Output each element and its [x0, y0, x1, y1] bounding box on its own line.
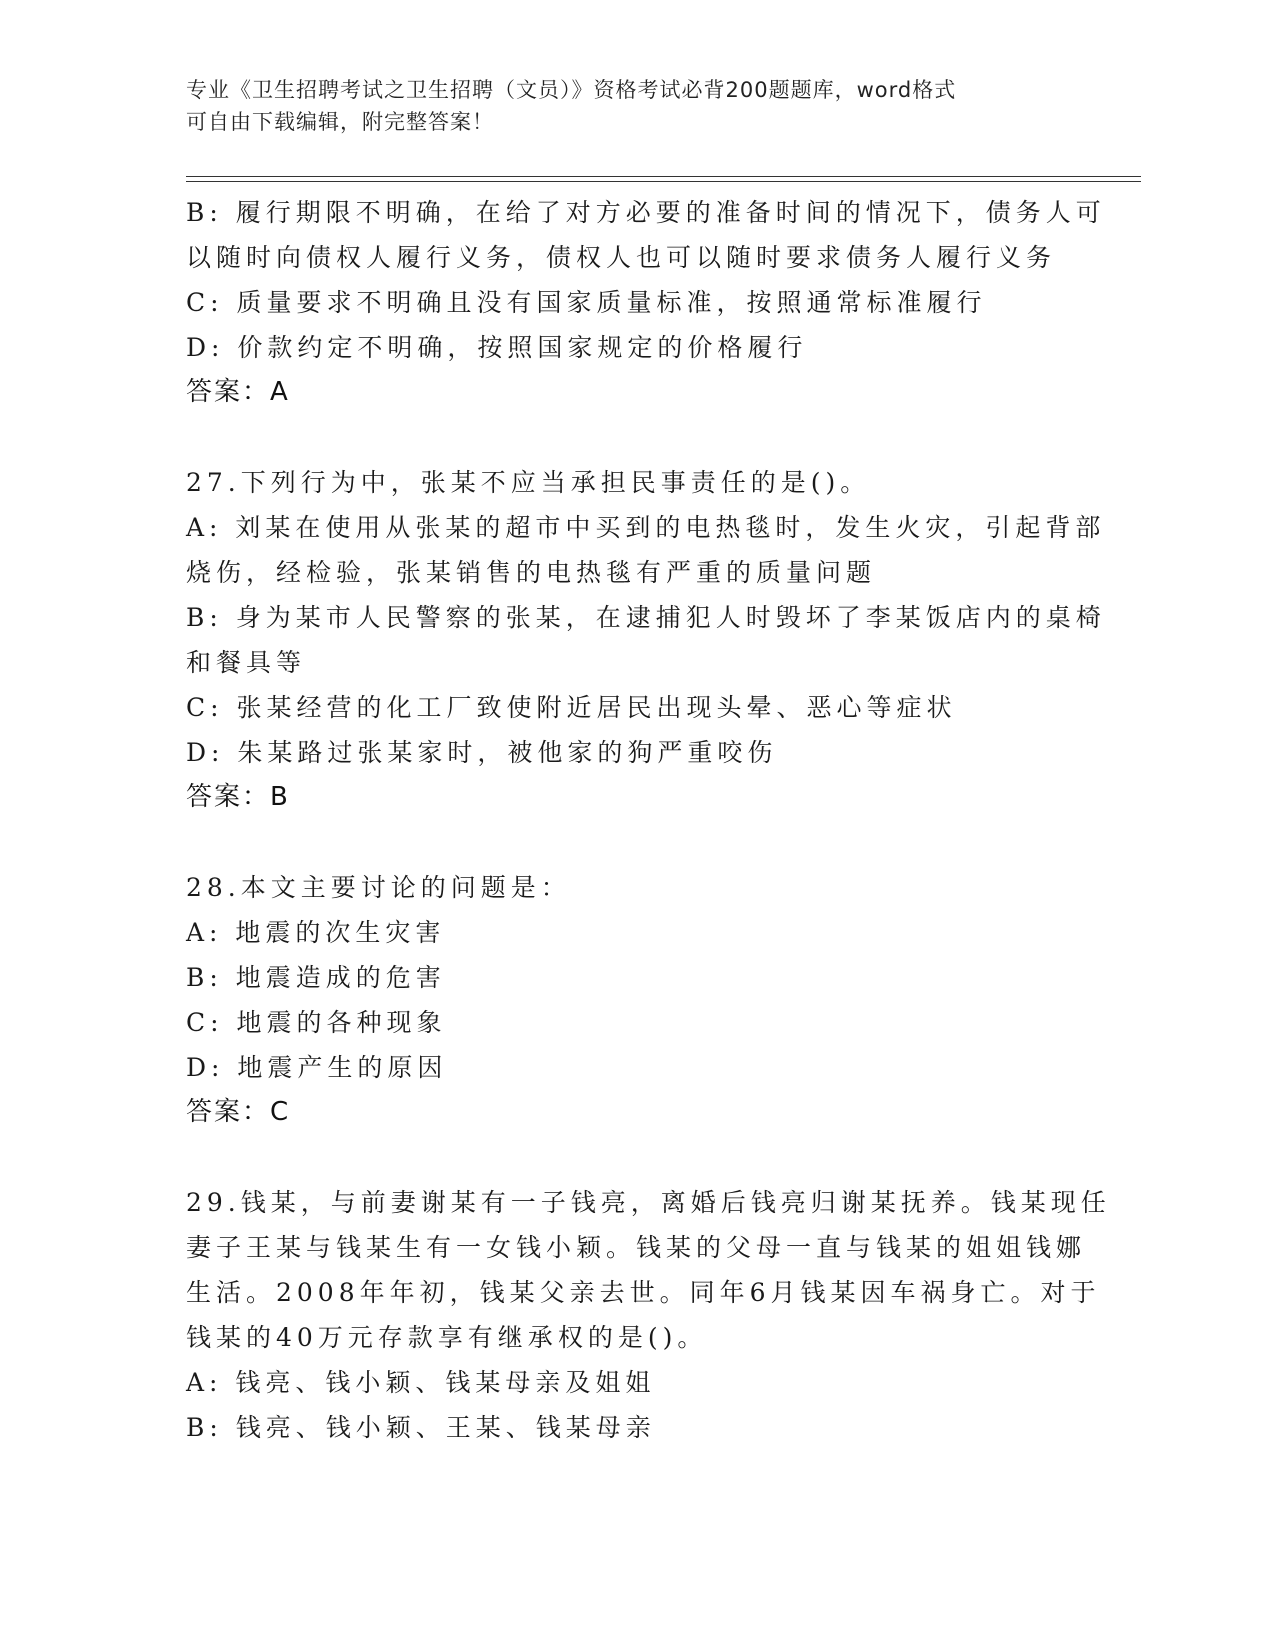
option-b: B: 钱亮、钱小颖、王某、钱某母亲 [186, 1413, 656, 1442]
header-title-line-2: 可自由下载编辑，附完整答案！ [186, 110, 494, 134]
question-26-continued [186, 190, 1106, 415]
option-b-line-1: B: 履行期限不明确，在给了对方必要的准备时间的情况下，债务人可 [186, 198, 1106, 227]
answer-label: 答案：B [186, 782, 290, 812]
header-title-line-1: 专业《卫生招聘考试之卫生招聘（文员）》资格考试必背200题题库，word格式 [186, 78, 957, 102]
answer-label: 答案：A [186, 377, 290, 407]
option-b-line-2: 以随时向债权人履行义务，债权人也可以随时要求债务人履行义务 [186, 243, 1057, 272]
option-a-line-1: A: 刘某在使用从张某的超市中买到的电热毯时，发生火灾，引起背部 [186, 513, 1106, 542]
question-list [186, 190, 1111, 1450]
question-stem: 27.下列行为中，张某不应当承担民事责任的是()。 [186, 468, 871, 497]
answer-label: 答案：C [186, 1097, 291, 1127]
option-b-line-2: 和餐具等 [186, 648, 307, 677]
question-stem-line-4: 钱某的40万元存款享有继承权的是()。 [186, 1323, 708, 1352]
option-c: C: 张某经营的化工厂致使附近居民出现头晕、恶心等症状 [186, 693, 957, 722]
option-a: A: 地震的次生灾害 [186, 918, 446, 947]
document-header [186, 74, 1066, 138]
option-d: D: 地震产生的原因 [186, 1053, 448, 1082]
option-a: A: 钱亮、钱小颖、钱某母亲及姐姐 [186, 1368, 656, 1397]
question-29 [186, 1180, 1111, 1450]
question-27 [186, 460, 1106, 820]
spacer [186, 1135, 1086, 1180]
header-divider-bottom [186, 181, 1141, 182]
option-d: D: 朱某路过张某家时，被他家的狗严重咬伤 [186, 738, 778, 767]
question-stem-line-3: 生活。2008年年初，钱某父亲去世。同年6月钱某因车祸身亡。对于 [186, 1278, 1101, 1307]
question-stem-line-1: 29.钱某，与前妻谢某有一子钱亮，离婚后钱亮归谢某抚养。钱某现任 [186, 1188, 1111, 1217]
question-stem: 28.本文主要讨论的问题是： [186, 873, 571, 902]
option-c: C: 地震的各种现象 [186, 1008, 447, 1037]
spacer [186, 820, 1086, 865]
option-c: C: 质量要求不明确且没有国家质量标准，按照通常标准履行 [186, 288, 987, 317]
spacer [186, 415, 1086, 460]
question-28 [186, 865, 1086, 1135]
option-b: B: 地震造成的危害 [186, 963, 446, 992]
header-divider-top [186, 176, 1141, 177]
question-stem-line-2: 妻子王某与钱某生有一女钱小颖。钱某的父母一直与钱某的姐姐钱娜 [186, 1233, 1087, 1262]
option-a-line-2: 烧伤，经检验，张某销售的电热毯有严重的质量问题 [186, 558, 877, 587]
option-b-line-1: B: 身为某市人民警察的张某，在逮捕犯人时毁坏了李某饭店内的桌椅 [186, 603, 1106, 632]
option-d: D: 价款约定不明确，按照国家规定的价格履行 [186, 333, 808, 362]
